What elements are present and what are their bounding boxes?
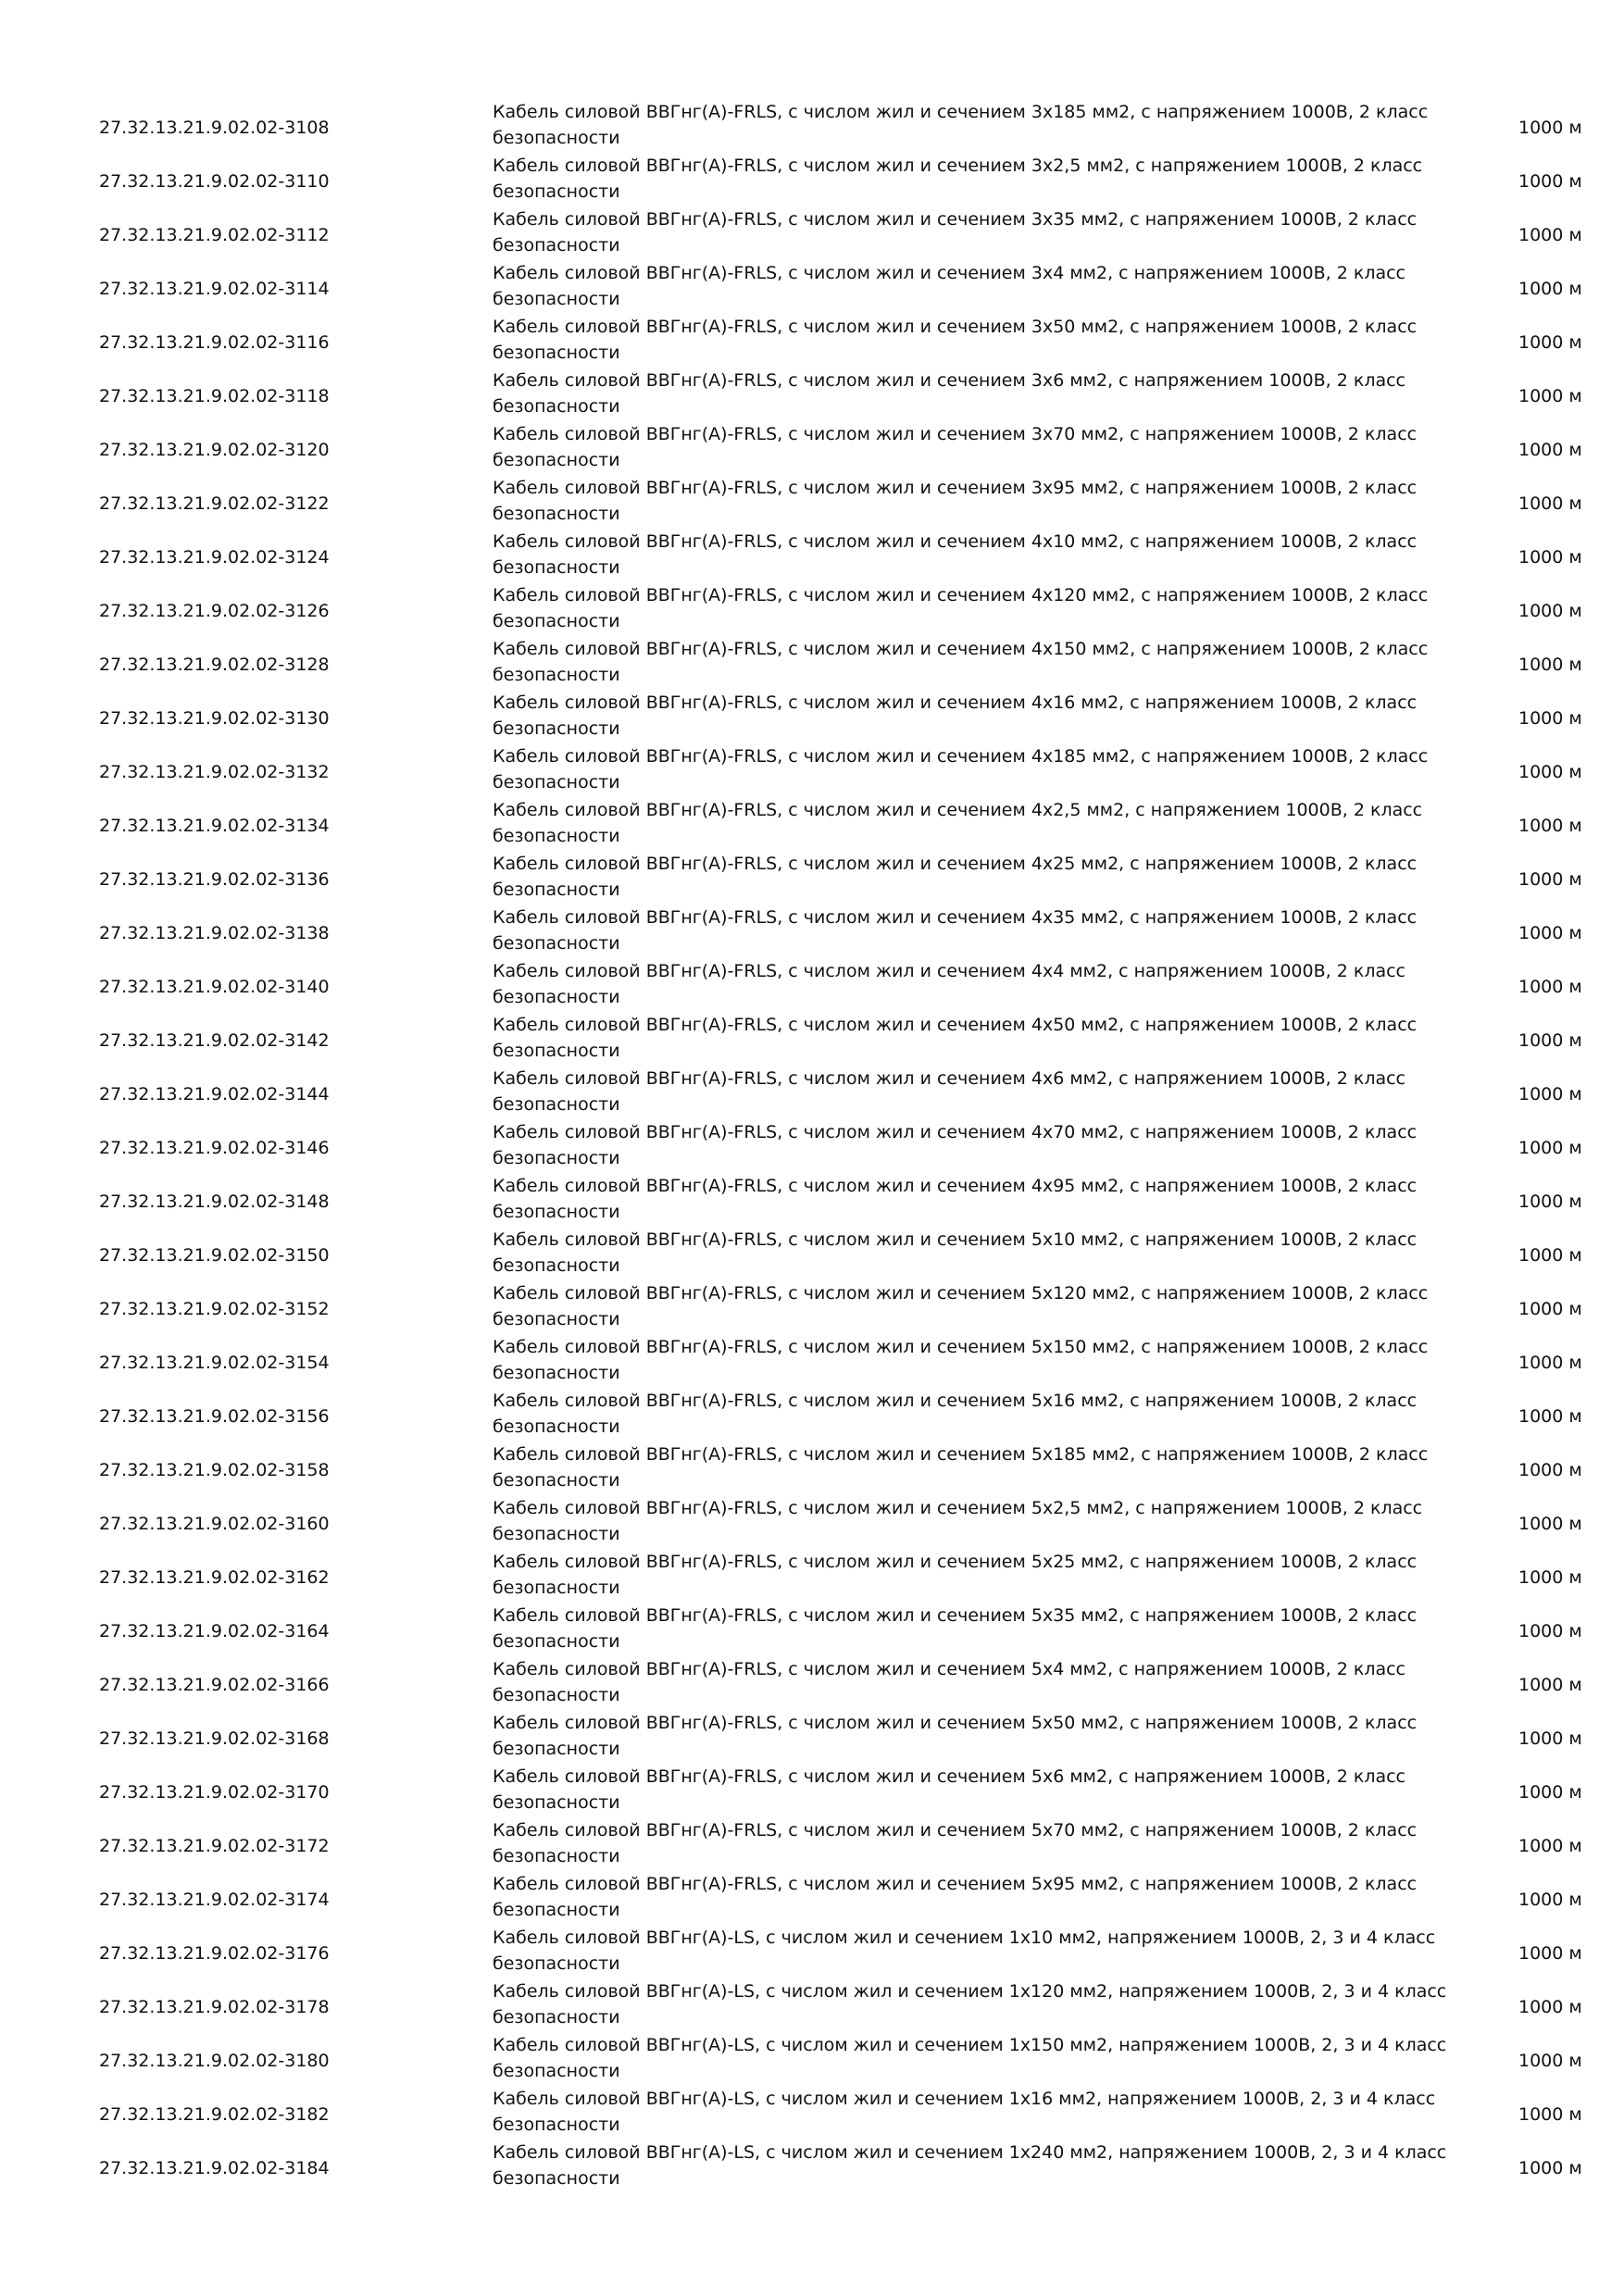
- table-row: [0, 1279, 1624, 1332]
- description-line: Кабель силовой ВВГнг(А)-FRLS, с числом жил и сечением 4х2,5 мм2, с напряжением 1000В, 2 класс: [493, 800, 1423, 820]
- item-code: 27.32.13.21.9.02.02-3158: [99, 1460, 330, 1480]
- item-code: 27.32.13.21.9.02.02-3120: [99, 440, 330, 460]
- item-code: 27.32.13.21.9.02.02-3124: [99, 547, 330, 568]
- description-line: Кабель силовой ВВГнг(А)-FRLS, с числом жил и сечением 4х4 мм2, с напряжением 1000В, 2 класс: [493, 961, 1406, 981]
- item-code: 27.32.13.21.9.02.02-3180: [99, 2051, 330, 2071]
- item-code: 27.32.13.21.9.02.02-3132: [99, 762, 330, 782]
- item-code: 27.32.13.21.9.02.02-3170: [99, 1782, 330, 1803]
- item-code: 27.32.13.21.9.02.02-3174: [99, 1890, 330, 1910]
- description-line: безопасности: [493, 1363, 620, 1383]
- table-row: [0, 1064, 1624, 1117]
- table-row: [0, 1923, 1624, 1977]
- item-description: [493, 2140, 1483, 2191]
- table-row: [0, 2030, 1624, 2084]
- item-description: [493, 690, 1483, 742]
- description-line: безопасности: [493, 450, 620, 470]
- table-row: [0, 1171, 1624, 1225]
- item-description: [493, 1817, 1483, 1869]
- description-line: Кабель силовой ВВГнг(А)-FRLS, с числом жил и сечением 4х95 мм2, с напряжением 1000В, 2 класс: [493, 1176, 1418, 1196]
- table-row: [0, 956, 1624, 1010]
- item-code: 27.32.13.21.9.02.02-3184: [99, 2158, 330, 2178]
- item-description: [493, 1764, 1483, 1816]
- item-code: 27.32.13.21.9.02.02-3144: [99, 1084, 330, 1104]
- description-line: Кабель силовой ВВГнг(А)-FRLS, с числом жил и сечением 5х185 мм2, с напряжением 1000В, 2 класс: [493, 1444, 1429, 1465]
- description-line: безопасности: [493, 181, 620, 202]
- description-line: Кабель силовой ВВГнг(А)-FRLS, с числом жил и сечением 5х6 мм2, с напряжением 1000В, 2 класс: [493, 1766, 1406, 1787]
- item-code: 27.32.13.21.9.02.02-3160: [99, 1514, 330, 1534]
- item-unit: 1000 м: [1518, 332, 1582, 353]
- item-unit: 1000 м: [1518, 1890, 1582, 1910]
- table-row: [0, 1010, 1624, 1064]
- description-line: безопасности: [493, 1148, 620, 1168]
- item-description: [493, 99, 1483, 151]
- description-line: безопасности: [493, 1792, 620, 1813]
- description-line: Кабель силовой ВВГнг(А)-FRLS, с числом жил и сечением 5х16 мм2, с напряжением 1000В, 2 класс: [493, 1391, 1418, 1411]
- item-description: [493, 421, 1483, 473]
- description-line: безопасности: [493, 2061, 620, 2081]
- item-code: 27.32.13.21.9.02.02-3182: [99, 2104, 330, 2125]
- item-code: 27.32.13.21.9.02.02-3164: [99, 1621, 330, 1641]
- description-line: Кабель силовой ВВГнг(А)-FRLS, с числом жил и сечением 4х6 мм2, с напряжением 1000В, 2 класс: [493, 1068, 1406, 1089]
- item-unit: 1000 м: [1518, 1621, 1582, 1641]
- description-line: Кабель силовой ВВГнг(А)-FRLS, с числом жил и сечением 4х120 мм2, с напряжением 1000В, 2 класс: [493, 585, 1429, 605]
- table-row: [0, 366, 1624, 419]
- description-line: безопасности: [493, 1953, 620, 1974]
- item-description: [493, 1173, 1483, 1225]
- item-unit: 1000 м: [1518, 1406, 1582, 1427]
- description-line: Кабель силовой ВВГнг(А)-LS, с числом жил и сечением 1х10 мм2, напряжением 1000В, 2, 3 и 4 класс: [493, 1928, 1436, 1948]
- item-description: [493, 636, 1483, 688]
- table-row: [0, 151, 1624, 205]
- description-line: Кабель силовой ВВГнг(А)-FRLS, с числом жил и сечением 4х50 мм2, с напряжением 1000В, 2 класс: [493, 1015, 1418, 1035]
- item-unit: 1000 м: [1518, 2158, 1582, 2178]
- description-line: безопасности: [493, 289, 620, 309]
- description-line: Кабель силовой ВВГнг(А)-LS, с числом жил и сечением 1х16 мм2, напряжением 1000В, 2, 3 и 4 класс: [493, 2089, 1436, 2109]
- description-line: Кабель силовой ВВГнг(А)-FRLS, с числом жил и сечением 3х35 мм2, с напряжением 1000В, 2 класс: [493, 209, 1418, 230]
- table-row: [0, 580, 1624, 634]
- table-row: [0, 634, 1624, 688]
- item-description: [493, 582, 1483, 634]
- description-line: Кабель силовой ВВГнг(А)-FRLS, с числом жил и сечением 3х95 мм2, с напряжением 1000В, 2 класс: [493, 478, 1418, 498]
- item-unit: 1000 м: [1518, 2051, 1582, 2071]
- item-code: 27.32.13.21.9.02.02-3134: [99, 816, 330, 836]
- table-row: [0, 473, 1624, 527]
- description-line: безопасности: [493, 826, 620, 846]
- item-code: 27.32.13.21.9.02.02-3128: [99, 655, 330, 675]
- table-row: [0, 903, 1624, 956]
- item-unit: 1000 м: [1518, 1675, 1582, 1695]
- item-unit: 1000 м: [1518, 1299, 1582, 1319]
- description-line: безопасности: [493, 1255, 620, 1276]
- description-line: Кабель силовой ВВГнг(А)-LS, с числом жил и сечением 1х120 мм2, напряжением 1000В, 2, 3 и 4 класс: [493, 1981, 1447, 2002]
- item-description: [493, 1978, 1483, 2030]
- item-unit: 1000 м: [1518, 708, 1582, 729]
- item-description: [493, 905, 1483, 956]
- table-row: [0, 527, 1624, 580]
- item-code: 27.32.13.21.9.02.02-3166: [99, 1675, 330, 1695]
- table-row: [0, 795, 1624, 849]
- item-description: [493, 314, 1483, 366]
- item-unit: 1000 м: [1518, 386, 1582, 406]
- description-line: безопасности: [493, 1416, 620, 1437]
- item-unit: 1000 м: [1518, 118, 1582, 138]
- item-code: 27.32.13.21.9.02.02-3146: [99, 1138, 330, 1158]
- item-unit: 1000 м: [1518, 601, 1582, 621]
- item-code: 27.32.13.21.9.02.02-3118: [99, 386, 330, 406]
- description-line: Кабель силовой ВВГнг(А)-FRLS, с числом жил и сечением 5х35 мм2, с напряжением 1000В, 2 класс: [493, 1605, 1418, 1626]
- item-unit: 1000 м: [1518, 869, 1582, 890]
- item-description: [493, 1549, 1483, 1601]
- item-code: 27.32.13.21.9.02.02-3148: [99, 1192, 330, 1212]
- table-row: [0, 2084, 1624, 2138]
- item-description: [493, 1656, 1483, 1708]
- item-description: [493, 958, 1483, 1010]
- description-line: безопасности: [493, 396, 620, 417]
- description-line: безопасности: [493, 1309, 620, 1329]
- item-description: [493, 1710, 1483, 1762]
- description-line: безопасности: [493, 1685, 620, 1705]
- item-description: [493, 1441, 1483, 1493]
- item-code: 27.32.13.21.9.02.02-3172: [99, 1836, 330, 1856]
- item-unit: 1000 м: [1518, 1084, 1582, 1104]
- description-line: безопасности: [493, 1094, 620, 1115]
- item-description: [493, 475, 1483, 527]
- item-code: 27.32.13.21.9.02.02-3138: [99, 923, 330, 943]
- description-line: Кабель силовой ВВГнг(А)-LS, с числом жил и сечением 1х150 мм2, напряжением 1000В, 2, 3 и 4 класс: [493, 2035, 1447, 2055]
- price-table: [0, 97, 1624, 2191]
- description-line: Кабель силовой ВВГнг(А)-FRLS, с числом жил и сечением 5х150 мм2, с напряжением 1000В, 2 класс: [493, 1337, 1429, 1357]
- item-unit: 1000 м: [1518, 1138, 1582, 1158]
- description-line: Кабель силовой ВВГнг(А)-FRLS, с числом жил и сечением 5х50 мм2, с напряжением 1000В, 2 класс: [493, 1713, 1418, 1733]
- table-row: [0, 1654, 1624, 1708]
- item-code: 27.32.13.21.9.02.02-3116: [99, 332, 330, 353]
- table-row: [0, 312, 1624, 366]
- item-description: [493, 2032, 1483, 2084]
- description-line: безопасности: [493, 1202, 620, 1222]
- item-code: 27.32.13.21.9.02.02-3126: [99, 601, 330, 621]
- description-line: безопасности: [493, 1578, 620, 1598]
- item-code: 27.32.13.21.9.02.02-3152: [99, 1299, 330, 1319]
- description-line: безопасности: [493, 2115, 620, 2135]
- description-line: Кабель силовой ВВГнг(А)-FRLS, с числом жил и сечением 3х4 мм2, с напряжением 1000В, 2 класс: [493, 263, 1406, 283]
- table-row: [0, 419, 1624, 473]
- item-code: 27.32.13.21.9.02.02-3162: [99, 1567, 330, 1588]
- description-line: Кабель силовой ВВГнг(А)-FRLS, с числом жил и сечением 4х10 мм2, с напряжением 1000В, 2 класс: [493, 531, 1418, 552]
- table-row: [0, 1977, 1624, 2030]
- item-code: 27.32.13.21.9.02.02-3108: [99, 118, 330, 138]
- item-code: 27.32.13.21.9.02.02-3140: [99, 977, 330, 997]
- item-code: 27.32.13.21.9.02.02-3110: [99, 171, 330, 192]
- item-code: 27.32.13.21.9.02.02-3168: [99, 1728, 330, 1749]
- description-line: Кабель силовой ВВГнг(А)-FRLS, с числом жил и сечением 5х10 мм2, с напряжением 1000В, 2 класс: [493, 1229, 1418, 1250]
- description-line: Кабель силовой ВВГнг(А)-FRLS, с числом жил и сечением 4х35 мм2, с напряжением 1000В, 2 класс: [493, 907, 1418, 928]
- item-description: [493, 1012, 1483, 1064]
- description-line: Кабель силовой ВВГнг(А)-FRLS, с числом жил и сечением 5х70 мм2, с напряжением 1000В, 2 класс: [493, 1820, 1418, 1841]
- item-description: [493, 1119, 1483, 1171]
- item-code: 27.32.13.21.9.02.02-3154: [99, 1353, 330, 1373]
- description-line: безопасности: [493, 665, 620, 685]
- item-unit: 1000 м: [1518, 1728, 1582, 1749]
- item-unit: 1000 м: [1518, 1943, 1582, 1964]
- item-code: 27.32.13.21.9.02.02-3130: [99, 708, 330, 729]
- item-description: [493, 1388, 1483, 1440]
- table-row: [0, 1117, 1624, 1171]
- item-description: [493, 153, 1483, 205]
- description-line: Кабель силовой ВВГнг(А)-FRLS, с числом жил и сечением 3х70 мм2, с напряжением 1000В, 2 класс: [493, 424, 1418, 444]
- table-row: [0, 1816, 1624, 1869]
- item-unit: 1000 м: [1518, 1460, 1582, 1480]
- table-row: [0, 849, 1624, 903]
- description-line: Кабель силовой ВВГнг(А)-FRLS, с числом жил и сечением 5х95 мм2, с напряжением 1000В, 2 класс: [493, 1874, 1418, 1894]
- item-unit: 1000 м: [1518, 547, 1582, 568]
- item-code: 27.32.13.21.9.02.02-3136: [99, 869, 330, 890]
- description-line: Кабель силовой ВВГнг(А)-FRLS, с числом жил и сечением 4х25 мм2, с напряжением 1000В, 2 класс: [493, 854, 1418, 874]
- description-line: Кабель силовой ВВГнг(А)-FRLS, с числом жил и сечением 4х185 мм2, с напряжением 1000В, 2 класс: [493, 746, 1429, 767]
- description-line: Кабель силовой ВВГнг(А)-FRLS, с числом жил и сечением 4х70 мм2, с напряжением 1000В, 2 класс: [493, 1122, 1418, 1142]
- description-line: безопасности: [493, 987, 620, 1007]
- description-line: Кабель силовой ВВГнг(А)-FRLS, с числом жил и сечением 4х150 мм2, с напряжением 1000В, 2 класс: [493, 639, 1429, 659]
- item-code: 27.32.13.21.9.02.02-3176: [99, 1943, 330, 1964]
- item-code: 27.32.13.21.9.02.02-3156: [99, 1406, 330, 1427]
- item-description: [493, 1066, 1483, 1117]
- item-unit: 1000 м: [1518, 977, 1582, 997]
- item-description: [493, 1871, 1483, 1923]
- item-description: [493, 368, 1483, 419]
- item-description: [493, 743, 1483, 795]
- table-row: [0, 97, 1624, 151]
- table-row: [0, 1332, 1624, 1386]
- description-line: Кабель силовой ВВГнг(А)-LS, с числом жил и сечением 1х240 мм2, напряжением 1000В, 2, 3 и 4 класс: [493, 2142, 1447, 2163]
- item-unit: 1000 м: [1518, 762, 1582, 782]
- table-row: [0, 1386, 1624, 1440]
- table-row: [0, 1869, 1624, 1923]
- table-row: [0, 1493, 1624, 1547]
- item-unit: 1000 м: [1518, 279, 1582, 299]
- item-unit: 1000 м: [1518, 1836, 1582, 1856]
- description-line: Кабель силовой ВВГнг(А)-FRLS, с числом жил и сечением 3х185 мм2, с напряжением 1000В, 2 класс: [493, 102, 1429, 122]
- table-row: [0, 1225, 1624, 1279]
- table-row: [0, 1547, 1624, 1601]
- table-row: [0, 1708, 1624, 1762]
- description-line: безопасности: [493, 1631, 620, 1652]
- item-unit: 1000 м: [1518, 2104, 1582, 2125]
- table-row: [0, 258, 1624, 312]
- item-code: 27.32.13.21.9.02.02-3178: [99, 1997, 330, 2017]
- table-row: [0, 2138, 1624, 2191]
- description-line: Кабель силовой ВВГнг(А)-FRLS, с числом жил и сечением 3х2,5 мм2, с напряжением 1000В, 2 класс: [493, 156, 1423, 176]
- item-code: 27.32.13.21.9.02.02-3114: [99, 279, 330, 299]
- item-description: [493, 1495, 1483, 1547]
- item-unit: 1000 м: [1518, 816, 1582, 836]
- description-line: безопасности: [493, 1524, 620, 1544]
- item-unit: 1000 м: [1518, 923, 1582, 943]
- table-row: [0, 1440, 1624, 1493]
- item-description: [493, 1227, 1483, 1279]
- description-line: Кабель силовой ВВГнг(А)-FRLS, с числом жил и сечением 4х16 мм2, с напряжением 1000В, 2 класс: [493, 693, 1418, 713]
- description-line: Кабель силовой ВВГнг(А)-FRLS, с числом жил и сечением 3х50 мм2, с напряжением 1000В, 2 класс: [493, 317, 1418, 337]
- description-line: безопасности: [493, 2007, 620, 2028]
- item-description: [493, 2086, 1483, 2138]
- description-line: безопасности: [493, 718, 620, 739]
- item-unit: 1000 м: [1518, 1353, 1582, 1373]
- item-description: [493, 1603, 1483, 1654]
- description-line: безопасности: [493, 2168, 620, 2189]
- description-line: безопасности: [493, 611, 620, 631]
- item-code: 27.32.13.21.9.02.02-3142: [99, 1030, 330, 1051]
- item-unit: 1000 м: [1518, 1192, 1582, 1212]
- item-code: 27.32.13.21.9.02.02-3112: [99, 225, 330, 245]
- description-line: Кабель силовой ВВГнг(А)-FRLS, с числом жил и сечением 5х4 мм2, с напряжением 1000В, 2 класс: [493, 1659, 1406, 1679]
- description-line: безопасности: [493, 1739, 620, 1759]
- description-line: безопасности: [493, 933, 620, 954]
- item-unit: 1000 м: [1518, 1245, 1582, 1266]
- item-description: [493, 1280, 1483, 1332]
- description-line: безопасности: [493, 1846, 620, 1866]
- item-unit: 1000 м: [1518, 440, 1582, 460]
- item-description: [493, 1925, 1483, 1977]
- item-description: [493, 797, 1483, 849]
- description-line: Кабель силовой ВВГнг(А)-FRLS, с числом жил и сечением 3х6 мм2, с напряжением 1000В, 2 класс: [493, 370, 1406, 391]
- item-code: 27.32.13.21.9.02.02-3122: [99, 493, 330, 514]
- table-row: [0, 205, 1624, 258]
- item-unit: 1000 м: [1518, 493, 1582, 514]
- table-row: [0, 1601, 1624, 1654]
- description-line: Кабель силовой ВВГнг(А)-FRLS, с числом жил и сечением 5х120 мм2, с напряжением 1000В, 2 класс: [493, 1283, 1429, 1304]
- item-description: [493, 851, 1483, 903]
- item-description: [493, 1334, 1483, 1386]
- item-unit: 1000 м: [1518, 171, 1582, 192]
- item-unit: 1000 м: [1518, 1030, 1582, 1051]
- description-line: безопасности: [493, 1900, 620, 1920]
- description-line: Кабель силовой ВВГнг(А)-FRLS, с числом жил и сечением 5х2,5 мм2, с напряжением 1000В, 2 класс: [493, 1498, 1423, 1518]
- item-unit: 1000 м: [1518, 225, 1582, 245]
- description-line: безопасности: [493, 772, 620, 792]
- description-line: Кабель силовой ВВГнг(А)-FRLS, с числом жил и сечением 5х25 мм2, с напряжением 1000В, 2 класс: [493, 1552, 1418, 1572]
- item-unit: 1000 м: [1518, 655, 1582, 675]
- item-unit: 1000 м: [1518, 1997, 1582, 2017]
- item-unit: 1000 м: [1518, 1514, 1582, 1534]
- description-line: безопасности: [493, 1041, 620, 1061]
- description-line: безопасности: [493, 1470, 620, 1491]
- description-line: безопасности: [493, 504, 620, 524]
- description-line: безопасности: [493, 557, 620, 578]
- description-line: безопасности: [493, 235, 620, 256]
- description-line: безопасности: [493, 343, 620, 363]
- item-description: [493, 529, 1483, 580]
- description-line: безопасности: [493, 128, 620, 148]
- table-row: [0, 688, 1624, 742]
- item-unit: 1000 м: [1518, 1782, 1582, 1803]
- table-row: [0, 742, 1624, 795]
- description-line: безопасности: [493, 880, 620, 900]
- item-unit: 1000 м: [1518, 1567, 1582, 1588]
- item-description: [493, 260, 1483, 312]
- item-description: [493, 206, 1483, 258]
- item-code: 27.32.13.21.9.02.02-3150: [99, 1245, 330, 1266]
- table-row: [0, 1762, 1624, 1816]
